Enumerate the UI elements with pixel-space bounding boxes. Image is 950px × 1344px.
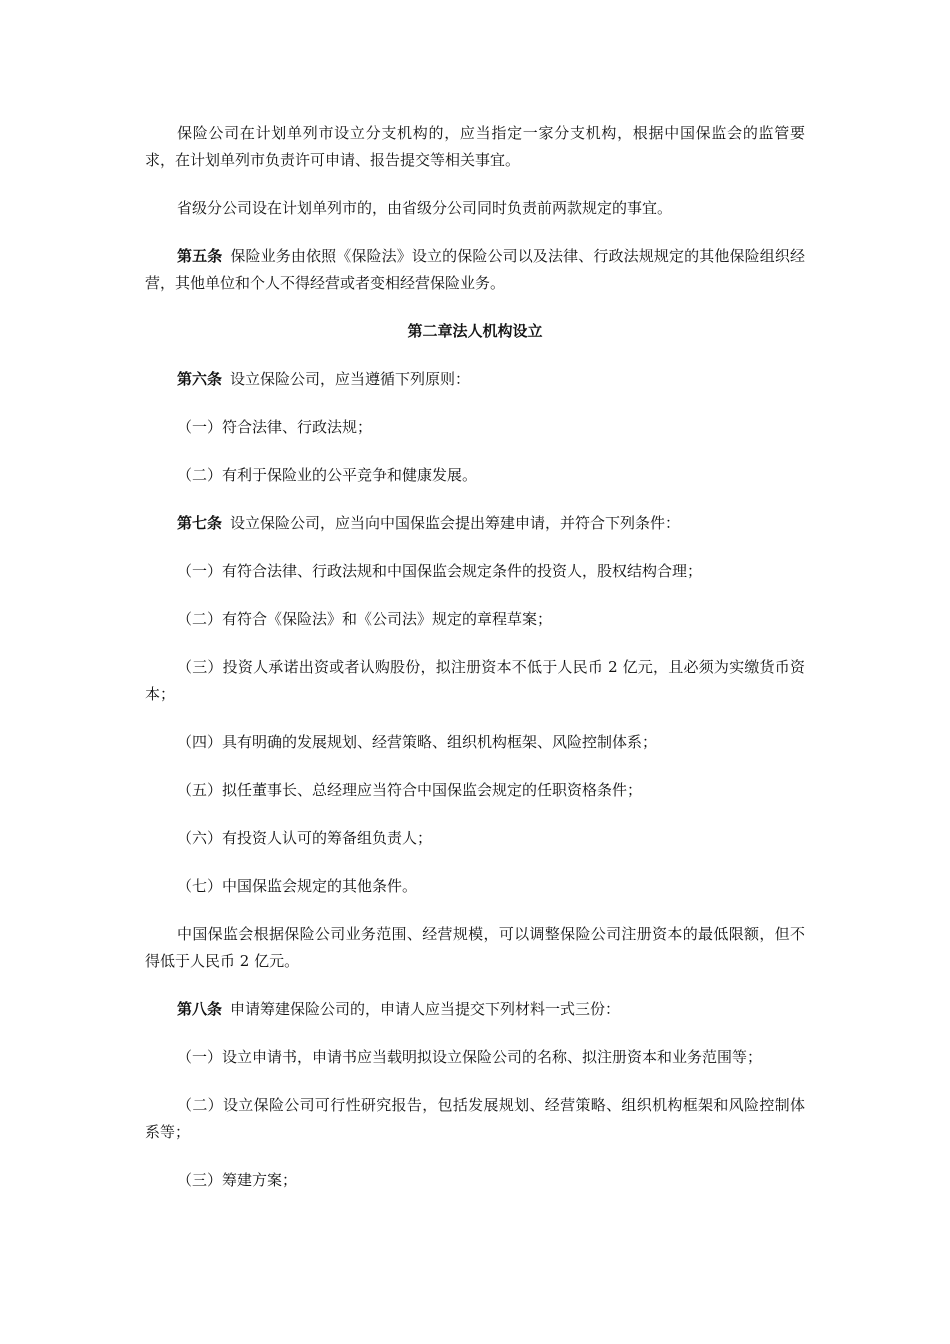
body-paragraph: （一）符合法律、行政法规； xyxy=(177,418,373,436)
body-paragraph: （二）设立保险公司可行性研究报告，包括发展规划、经营策略、组织机构框架和风险控制体系等； xyxy=(145,1096,805,1141)
body-paragraph: （六）有投资人认可的筹备组负责人； xyxy=(177,829,433,847)
article-paragraph xyxy=(145,510,805,537)
article-label: 第五条 xyxy=(177,247,223,265)
body-paragraph: 保险公司在计划单列市设立分支机构的，应当指定一家分支机构，根据中国保监会的监管要求，在计划单列市负责许可申请、报告提交等相关事宜。 xyxy=(145,124,805,169)
body-paragraph: （三）筹建方案； xyxy=(177,1171,298,1189)
article-label: 第八条 xyxy=(177,1000,223,1018)
body-paragraph: （二）有利于保险业的公平竞争和健康发展。 xyxy=(177,466,478,484)
body-paragraph: （二）有符合《保险法》和《公司法》规定的章程草案； xyxy=(177,610,553,628)
article-paragraph xyxy=(145,996,805,1023)
chapter-heading: 第二章法人机构设立 xyxy=(407,322,543,340)
body-paragraph: （一）设立申请书，申请书应当载明拟设立保险公司的名称、拟注册资本和业务范围等； xyxy=(177,1048,763,1066)
article-text: 保险业务由依照《保险法》设立的保险公司以及法律、行政法规规定的其他保险组织经营，其他单位和个人不得经营或者变相经营保险业务。 xyxy=(145,247,805,292)
article-text: 设立保险公司，应当向中国保监会提出筹建申请，并符合下列条件： xyxy=(230,514,681,532)
body-paragraph: （一）有符合法律、行政法规和中国保监会规定条件的投资人，股权结构合理； xyxy=(177,562,703,580)
article-label: 第七条 xyxy=(177,514,223,532)
article-label: 第六条 xyxy=(177,370,223,388)
body-paragraph: （四）具有明确的发展规划、经营策略、组织机构框架、风险控制体系； xyxy=(177,733,658,751)
body-paragraph: （五）拟任董事长、总经理应当符合中国保监会规定的任职资格条件； xyxy=(177,781,643,799)
document-page xyxy=(145,120,805,1215)
article-paragraph xyxy=(145,243,805,297)
body-paragraph: 中国保监会根据保险公司业务范围、经营规模，可以调整保险公司注册资本的最低限额，但不得低于人民币 2 亿元。 xyxy=(145,925,805,970)
article-paragraph xyxy=(145,366,805,393)
article-text: 申请筹建保险公司的，申请人应当提交下列材料一式三份： xyxy=(230,1000,621,1018)
article-text: 设立保险公司，应当遵循下列原则： xyxy=(230,370,471,388)
body-paragraph: 省级分公司设在计划单列市的，由省级分公司同时负责前两款规定的事宜。 xyxy=(177,199,673,217)
body-paragraph: （三）投资人承诺出资或者认购股份，拟注册资本不低于人民币 2 亿元，且必须为实缴货币资本； xyxy=(145,658,805,703)
body-paragraph: （七）中国保监会规定的其他条件。 xyxy=(177,877,418,895)
